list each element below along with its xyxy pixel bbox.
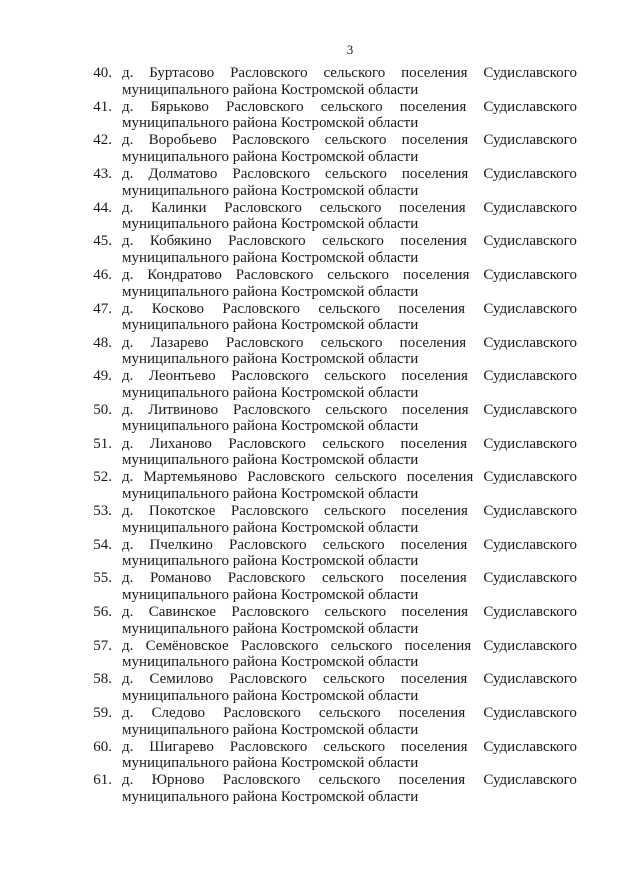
- item-prefix: д.: [122, 705, 134, 722]
- district-word: Судиславского: [483, 267, 577, 284]
- settlement-type-word: поселения: [400, 570, 467, 587]
- rural-word: сельского: [327, 267, 390, 284]
- item-continuation: муниципального района Костромской области: [122, 519, 419, 536]
- item-first-line: [122, 638, 577, 655]
- settlement-word: Расловского: [228, 435, 306, 452]
- settlement-type-word: поселения: [404, 637, 472, 654]
- settlement-word: Расловского: [231, 368, 309, 385]
- item-continuation: муниципального района Костромской области: [122, 148, 419, 165]
- item-prefix: д.: [122, 536, 134, 553]
- rural-word: сельского: [322, 233, 384, 250]
- list-item: [82, 65, 577, 99]
- list-item: [82, 671, 577, 705]
- settlement-word: Расловского: [222, 772, 301, 789]
- item-continuation: муниципального района Костромской области: [122, 654, 419, 671]
- district-word: Судиславского: [483, 502, 577, 519]
- village-name: Покотское: [148, 502, 216, 519]
- item-number: 50.: [93, 401, 112, 418]
- item-continuation: муниципального района Костромской области: [122, 384, 419, 401]
- list-item: [82, 368, 577, 402]
- settlement-type-word: поселения: [402, 401, 469, 418]
- village-name: Юрново: [151, 772, 205, 789]
- settlement-type-word: поселения: [398, 705, 466, 722]
- item-number: 44.: [93, 199, 112, 216]
- district-word: Судиславского: [483, 705, 577, 722]
- list-item: [82, 436, 577, 470]
- item-number: 40.: [93, 65, 112, 81]
- item-prefix: д.: [122, 334, 134, 351]
- settlement-type-word: поселения: [401, 604, 468, 620]
- district-word: Судиславского: [483, 536, 577, 553]
- item-number: 58.: [93, 671, 112, 688]
- district-word: Судиславского: [483, 300, 577, 317]
- item-continuation: муниципального района Костромской области: [122, 351, 419, 368]
- village-name: Кобякино: [149, 233, 212, 250]
- village-name: Воробьево: [148, 132, 217, 149]
- item-number: 60.: [93, 738, 112, 755]
- list-item: [82, 772, 577, 806]
- settlement-word: Расловского: [231, 604, 310, 620]
- village-name: Калинки: [151, 199, 207, 216]
- village-name: Литвиново: [148, 401, 219, 418]
- item-prefix: д.: [122, 401, 134, 418]
- item-number: 47.: [93, 300, 112, 317]
- item-prefix: д.: [122, 469, 134, 486]
- item-number: 54.: [93, 536, 112, 553]
- settlement-type-word: поселения: [406, 469, 474, 486]
- item-first-line: [122, 233, 577, 250]
- item-number: 49.: [93, 368, 112, 385]
- item-first-line: [122, 436, 577, 453]
- settlement-type-word: поселения: [401, 65, 468, 81]
- item-continuation: муниципального района Костромской области: [122, 485, 419, 502]
- item-first-line: [122, 503, 577, 520]
- village-name: Долматово: [148, 166, 218, 183]
- rural-word: сельского: [334, 469, 397, 486]
- list-item: [82, 335, 577, 369]
- settlement-word: Расловского: [223, 705, 301, 722]
- settlement-type-word: поселения: [400, 233, 467, 250]
- item-continuation: муниципального района Костромской области: [122, 182, 419, 199]
- list-item: [82, 402, 577, 436]
- district-word: Судиславского: [483, 233, 577, 250]
- district-word: Судиславского: [483, 671, 577, 688]
- rural-word: сельского: [323, 65, 386, 81]
- village-name: Леонтьево: [148, 368, 216, 385]
- list-item: [82, 132, 577, 166]
- district-word: Судиславского: [483, 772, 577, 789]
- item-first-line: [122, 469, 577, 486]
- item-continuation: муниципального района Костромской области: [122, 789, 419, 806]
- item-prefix: д.: [122, 233, 134, 250]
- settlement-type-word: поселения: [399, 98, 467, 115]
- item-first-line: [122, 368, 577, 385]
- item-continuation: муниципального района Костромской области: [122, 283, 419, 300]
- list-item: [82, 503, 577, 537]
- district-word: Судиславского: [483, 570, 577, 587]
- settlement-type-word: поселения: [402, 267, 470, 284]
- district-word: Судиславского: [483, 65, 577, 81]
- settlement-word: Расловского: [229, 738, 308, 755]
- village-name: Шигарево: [149, 738, 214, 755]
- district-word: Судиславского: [483, 401, 577, 418]
- item-number: 48.: [93, 334, 112, 351]
- item-first-line: [122, 739, 577, 756]
- item-continuation: муниципального района Костромской области: [122, 553, 419, 570]
- item-first-line: [122, 99, 577, 116]
- settlement-word: Расловского: [240, 637, 319, 654]
- item-number: 45.: [93, 233, 112, 250]
- settlement-word: Расловского: [225, 334, 304, 351]
- item-first-line: [122, 267, 577, 284]
- settlement-type-word: поселения: [398, 300, 466, 317]
- item-first-line: [122, 402, 577, 419]
- settlement-word: Расловского: [247, 469, 325, 486]
- district-word: Судиславского: [483, 166, 577, 183]
- district-word: Судиславского: [483, 637, 577, 654]
- item-number: 46.: [93, 267, 112, 284]
- item-prefix: д.: [122, 65, 134, 81]
- settlement-word: Расловского: [227, 570, 306, 587]
- settlement-word: Расловского: [230, 65, 308, 81]
- rural-word: сельского: [324, 502, 386, 519]
- item-first-line: [122, 772, 577, 789]
- settlement-list: [82, 65, 577, 806]
- item-prefix: д.: [122, 166, 134, 183]
- item-number: 56.: [93, 604, 112, 620]
- rural-word: сельского: [324, 368, 386, 385]
- rural-word: сельского: [322, 671, 385, 688]
- settlement-type-word: поселения: [400, 738, 468, 755]
- settlement-word: Расловского: [231, 132, 310, 149]
- district-word: Судиславского: [483, 738, 577, 755]
- item-first-line: [122, 570, 577, 587]
- settlement-type-word: поселения: [400, 536, 468, 553]
- settlement-word: Расловского: [224, 199, 302, 216]
- rural-word: сельского: [323, 738, 386, 755]
- settlement-word: Расловского: [226, 98, 304, 115]
- settlement-type-word: поселения: [401, 368, 468, 385]
- item-prefix: д.: [122, 772, 134, 789]
- village-name: Мартемьяново: [143, 469, 238, 486]
- item-prefix: д.: [122, 132, 134, 149]
- settlement-type-word: поселения: [399, 199, 466, 216]
- village-name: Бярьково: [150, 98, 209, 115]
- item-number: 52.: [93, 469, 112, 486]
- rural-word: сельского: [322, 536, 385, 553]
- settlement-word: Расловского: [235, 267, 314, 284]
- settlement-word: Расловского: [228, 233, 306, 250]
- list-item: [82, 469, 577, 503]
- settlement-type-word: поселения: [399, 334, 467, 351]
- list-item: [82, 233, 577, 267]
- page-number: 3: [346, 42, 354, 57]
- item-prefix: д.: [122, 502, 134, 519]
- item-number: 59.: [93, 705, 112, 722]
- item-continuation: муниципального района Костромской области: [122, 418, 419, 435]
- item-prefix: д.: [122, 671, 134, 688]
- rural-word: сельского: [318, 705, 381, 722]
- settlement-word: Расловского: [232, 401, 311, 418]
- item-prefix: д.: [122, 267, 134, 284]
- item-first-line: [122, 537, 577, 554]
- item-first-line: [122, 604, 577, 621]
- item-prefix: д.: [122, 199, 134, 216]
- rural-word: сельского: [318, 300, 381, 317]
- list-item: [82, 99, 577, 133]
- item-continuation: муниципального района Костромской области: [122, 687, 419, 704]
- item-prefix: д.: [122, 738, 134, 755]
- item-continuation: муниципального района Костромской области: [122, 586, 419, 603]
- district-word: Судиславского: [483, 368, 577, 385]
- district-word: Судиславского: [483, 435, 577, 452]
- item-continuation: муниципального района Костромской области: [122, 115, 419, 132]
- item-first-line: [122, 671, 577, 688]
- item-prefix: д.: [122, 435, 134, 452]
- rural-word: сельского: [325, 401, 388, 418]
- village-name: Семилово: [149, 671, 214, 688]
- village-name: Савинское: [148, 604, 217, 620]
- list-item: [82, 301, 577, 335]
- item-number: 55.: [93, 570, 112, 587]
- district-word: Судиславского: [483, 132, 577, 149]
- item-continuation: муниципального района Костромской области: [122, 620, 419, 637]
- village-name: Кондратово: [147, 267, 222, 284]
- settlement-word: Расловского: [222, 300, 301, 317]
- item-prefix: д.: [122, 570, 134, 587]
- district-word: Судиславского: [483, 469, 577, 486]
- rural-word: сельского: [325, 166, 387, 183]
- list-item: [82, 570, 577, 604]
- item-number: 42.: [93, 132, 112, 149]
- list-item: [82, 705, 577, 739]
- rural-word: сельского: [324, 604, 387, 620]
- item-continuation: муниципального района Костромской области: [122, 721, 419, 738]
- settlement-word: Расловского: [229, 671, 307, 688]
- rural-word: сельского: [321, 570, 384, 587]
- item-prefix: д.: [122, 98, 134, 115]
- village-name: Лиханово: [149, 435, 212, 452]
- rural-word: сельского: [320, 98, 383, 115]
- item-number: 51.: [93, 435, 112, 452]
- village-name: Семёновское: [145, 637, 229, 654]
- item-number: 53.: [93, 502, 112, 519]
- item-prefix: д.: [122, 637, 134, 654]
- item-number: 57.: [93, 637, 112, 654]
- list-item: [82, 200, 577, 234]
- item-first-line: [122, 335, 577, 352]
- item-first-line: [122, 166, 577, 183]
- village-name: Романово: [149, 570, 212, 587]
- item-prefix: д.: [122, 604, 134, 620]
- settlement-type-word: поселения: [401, 502, 468, 519]
- list-item: [82, 739, 577, 773]
- item-prefix: д.: [122, 368, 134, 385]
- district-word: Судиславского: [483, 199, 577, 216]
- rural-word: сельского: [319, 199, 382, 216]
- settlement-type-word: поселения: [400, 671, 468, 688]
- item-number: 43.: [93, 166, 112, 183]
- list-item: [82, 267, 577, 301]
- list-item: [82, 537, 577, 571]
- rural-word: сельского: [322, 435, 385, 452]
- village-name: Следово: [151, 705, 206, 722]
- village-name: Лазарево: [150, 334, 209, 351]
- item-continuation: муниципального района Костромской области: [122, 216, 419, 233]
- settlement-word: Расловского: [232, 166, 311, 183]
- list-item: [82, 604, 577, 638]
- item-continuation: муниципального района Костромской области: [122, 317, 419, 334]
- district-word: Судиславского: [483, 604, 577, 620]
- item-first-line: [122, 200, 577, 217]
- item-first-line: [122, 301, 577, 318]
- settlement-word: Расловского: [230, 502, 309, 519]
- item-continuation: муниципального района Костромской области: [122, 81, 419, 98]
- item-number: 61.: [93, 772, 112, 789]
- settlement-type-word: поселения: [398, 772, 466, 789]
- village-name: Буртасово: [149, 65, 215, 81]
- village-name: Косково: [151, 300, 205, 317]
- settlement-type-word: поселения: [400, 435, 467, 452]
- rural-word: сельского: [318, 772, 381, 789]
- district-word: Судиславского: [483, 334, 577, 351]
- item-first-line: [122, 132, 577, 149]
- list-item: [82, 638, 577, 672]
- rural-word: сельского: [330, 637, 393, 654]
- village-name: Пчелкино: [149, 536, 213, 553]
- item-prefix: д.: [122, 300, 134, 317]
- rural-word: сельского: [320, 334, 383, 351]
- item-first-line: [122, 65, 577, 82]
- settlement-type-word: поселения: [401, 132, 469, 149]
- list-item: [82, 166, 577, 200]
- settlement-word: Расловского: [229, 536, 307, 553]
- district-word: Судиславского: [483, 98, 577, 115]
- item-number: 41.: [93, 98, 112, 115]
- rural-word: сельского: [324, 132, 387, 149]
- item-first-line: [122, 705, 577, 722]
- item-continuation: муниципального района Костромской области: [122, 250, 419, 267]
- settlement-type-word: поселения: [401, 166, 469, 183]
- item-continuation: муниципального района Костромской области: [122, 452, 419, 469]
- item-continuation: муниципального района Костромской области: [122, 755, 419, 772]
